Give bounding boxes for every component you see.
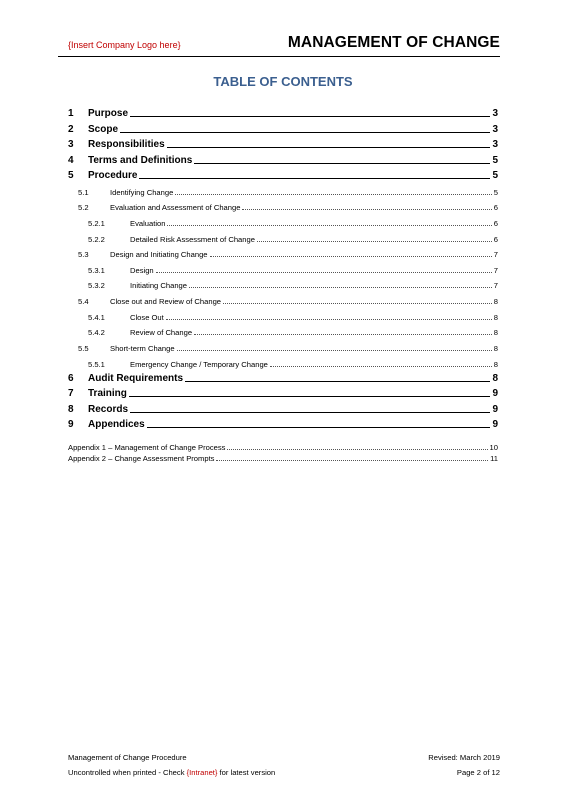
- toc-entry-title: Scope: [88, 123, 119, 135]
- document-title: MANAGEMENT OF CHANGE: [287, 34, 500, 51]
- intranet-placeholder: {Intranet}: [186, 768, 218, 777]
- toc-entry-page: 8: [493, 344, 498, 353]
- toc-entry-number: 5.2.1: [88, 218, 105, 228]
- toc-entry[interactable]: [68, 399, 498, 414]
- table-of-contents: [68, 104, 498, 430]
- toc-leader: [189, 287, 492, 288]
- toc-entry[interactable]: [68, 322, 498, 338]
- toc-entry-number: 5.2.2: [88, 234, 105, 244]
- toc-leader: [223, 303, 492, 304]
- toc-entry[interactable]: [68, 135, 498, 150]
- toc-entry-page: 6: [493, 203, 498, 213]
- toc-heading: TABLE OF CONTENTS: [213, 74, 353, 89]
- toc-entry-title: Initiating Change: [130, 281, 187, 291]
- toc-leader: [194, 163, 490, 164]
- toc-entry-page: 8: [492, 373, 498, 385]
- toc-entry-number: 2: [68, 123, 74, 135]
- appendix-entry-page: 11: [490, 454, 498, 463]
- logo-placeholder: {Insert Company Logo here}: [68, 40, 181, 50]
- toc-entry-number: 5.4.2: [88, 328, 105, 338]
- toc-entry[interactable]: [68, 244, 498, 260]
- toc-entry-page: 7: [493, 250, 498, 260]
- toc-entry-page: 8: [493, 359, 498, 369]
- toc-leader: [129, 396, 491, 397]
- toc-entry-number: 8: [68, 403, 74, 415]
- toc-entry-page: 3: [492, 108, 498, 120]
- toc-entry[interactable]: [68, 119, 498, 134]
- toc-entry[interactable]: [68, 150, 498, 165]
- uncontrolled-suffix: for latest version: [217, 768, 276, 777]
- toc-entry[interactable]: [68, 337, 498, 353]
- toc-leader: [194, 334, 492, 335]
- toc-leader: [270, 366, 492, 367]
- toc-entry[interactable]: [68, 369, 498, 384]
- appendix-leader: [227, 449, 487, 450]
- toc-entry-number: 5.2: [78, 203, 89, 213]
- toc-entry[interactable]: [68, 290, 498, 306]
- toc-entry-title: Design: [130, 265, 154, 275]
- toc-entry[interactable]: [68, 259, 498, 275]
- toc-entry-number: 5.3: [78, 250, 89, 260]
- toc-entry-page: 8: [493, 328, 498, 338]
- toc-entry-title: Records: [88, 403, 129, 415]
- toc-entry-title: Evaluation and Assessment of Change: [110, 203, 241, 213]
- toc-entry-title: Detailed Risk Assessment of Change: [130, 234, 255, 244]
- toc-entry-page: 6: [493, 234, 498, 244]
- appendix-entry-title: Appendix 2 – Change Assessment Prompts: [68, 454, 215, 463]
- toc-leader: [167, 225, 491, 226]
- toc-entry[interactable]: [68, 275, 498, 291]
- toc-entry-number: 5: [68, 169, 74, 181]
- toc-entry-number: 9: [68, 419, 74, 431]
- toc-entry-page: 7: [493, 281, 498, 291]
- footer-document-name: Management of Change Procedure: [68, 753, 187, 762]
- toc-entry-page: 7: [493, 265, 498, 275]
- toc-entry-number: 3: [68, 139, 74, 151]
- toc-entry[interactable]: [68, 197, 498, 213]
- toc-entry[interactable]: [68, 306, 498, 322]
- appendix-list: [68, 440, 498, 463]
- page-header: [58, 34, 500, 57]
- toc-entry-title: Design and Initiating Change: [110, 250, 208, 260]
- toc-entry-number: 5.5: [78, 344, 89, 353]
- toc-leader: [166, 319, 492, 320]
- toc-leader: [156, 272, 492, 273]
- toc-entry[interactable]: [68, 166, 498, 181]
- appendix-entry[interactable]: [68, 452, 498, 464]
- toc-entry-page: 9: [492, 403, 498, 415]
- toc-entry[interactable]: [68, 212, 498, 228]
- toc-entry-title: Close Out: [130, 312, 164, 322]
- toc-leader: [175, 194, 491, 195]
- toc-leader: [130, 116, 490, 117]
- toc-entry-page: 8: [493, 297, 498, 307]
- toc-entry-title: Training: [88, 388, 127, 400]
- toc-entry-number: 6: [68, 373, 74, 385]
- toc-entry[interactable]: [68, 104, 498, 119]
- toc-entry-page: 9: [492, 419, 498, 431]
- toc-entry-title: Short-term Change: [110, 344, 175, 353]
- toc-entry-page: 3: [492, 123, 498, 135]
- toc-leader: [210, 256, 492, 257]
- toc-entry-number: 4: [68, 154, 74, 166]
- toc-leader: [257, 241, 492, 242]
- toc-entry-page: 5: [493, 187, 498, 197]
- toc-entry-title: Procedure: [88, 169, 138, 181]
- toc-entry-page: 3: [492, 139, 498, 151]
- toc-entry-page: 9: [492, 388, 498, 400]
- toc-entry-title: Identifying Change: [110, 187, 174, 197]
- toc-entry-page: 8: [493, 312, 498, 322]
- footer-uncontrolled-notice: [68, 768, 275, 777]
- toc-entry-number: 1: [68, 108, 74, 120]
- toc-entry-title: Emergency Change / Temporary Change: [130, 359, 268, 369]
- toc-leader: [177, 350, 492, 351]
- appendix-leader: [216, 460, 488, 461]
- toc-entry[interactable]: [68, 181, 498, 197]
- toc-entry-title: Responsibilities: [88, 139, 165, 151]
- toc-entry-title: Audit Requirements: [88, 373, 184, 385]
- toc-leader: [242, 209, 491, 210]
- toc-entry-title: Terms and Definitions: [88, 154, 193, 166]
- footer-page-number: Page 2 of 12: [456, 768, 500, 777]
- toc-entry-page: 6: [493, 218, 498, 228]
- toc-entry-page: 5: [492, 169, 498, 181]
- appendix-entry[interactable]: [68, 440, 498, 452]
- toc-entry-number: 5.3.2: [88, 281, 105, 291]
- toc-entry-number: 5.5.1: [88, 359, 105, 369]
- toc-entry-title: Close out and Review of Change: [110, 297, 222, 307]
- appendix-entry-title: Appendix 1 – Management of Change Process: [68, 442, 226, 452]
- toc-entry-number: 5.3.1: [88, 265, 105, 275]
- toc-leader: [167, 147, 491, 148]
- toc-entry[interactable]: [68, 415, 498, 430]
- toc-leader: [147, 427, 491, 428]
- toc-leader: [185, 381, 490, 382]
- toc-entry[interactable]: [68, 384, 498, 399]
- toc-entry[interactable]: [68, 353, 498, 369]
- toc-entry-title: Evaluation: [130, 218, 166, 228]
- toc-entry-title: Appendices: [88, 419, 145, 431]
- toc-entry-number: 7: [68, 388, 74, 400]
- toc-entry-page: 5: [492, 154, 498, 166]
- toc-leader: [139, 178, 490, 179]
- toc-entry-title: Purpose: [88, 108, 129, 120]
- toc-leader: [120, 132, 490, 133]
- toc-entry-title: Review of Change: [130, 328, 193, 338]
- toc-entry-number: 5.4: [78, 297, 89, 307]
- footer-revised-date: Revised: March 2019: [428, 753, 500, 762]
- toc-entry[interactable]: [68, 228, 498, 244]
- toc-leader: [130, 412, 490, 413]
- appendix-entry-page: 10: [489, 442, 498, 452]
- uncontrolled-prefix: Uncontrolled when printed - Check: [68, 768, 187, 777]
- toc-entry-number: 5.4.1: [88, 312, 105, 322]
- toc-entry-number: 5.1: [78, 187, 89, 197]
